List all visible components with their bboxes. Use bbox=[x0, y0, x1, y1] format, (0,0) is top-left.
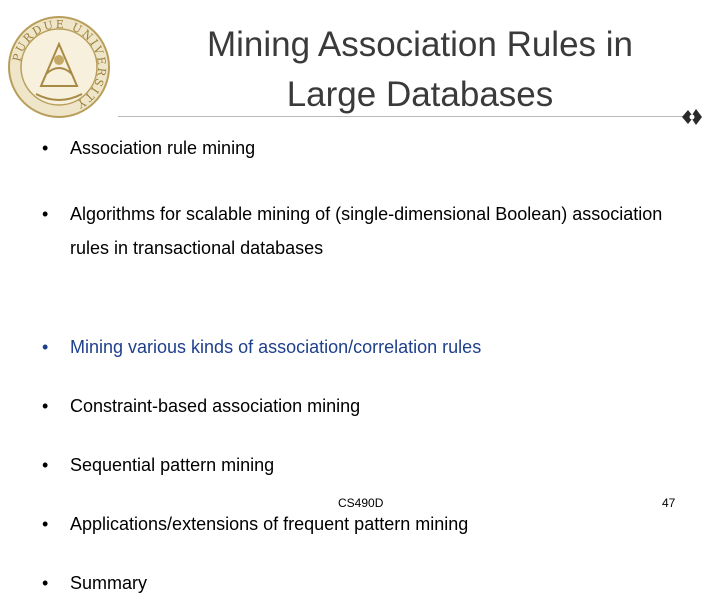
bullet-dot: • bbox=[42, 204, 49, 224]
title-divider bbox=[118, 116, 692, 117]
bullet-text: Applications/extensions of frequent pattern mining bbox=[70, 514, 469, 534]
list-item bbox=[42, 455, 682, 476]
list-item bbox=[42, 514, 682, 535]
bullet-dot: • bbox=[42, 337, 49, 357]
decorative-ornament-icon bbox=[680, 106, 704, 128]
page-number: 47 bbox=[662, 496, 676, 510]
bullet-text: Mining various kinds of association/correlation rules bbox=[70, 337, 482, 357]
svg-text:PURDUE UNIVERSITY: PURDUE UNIVERSITY bbox=[10, 17, 109, 112]
university-seal-logo bbox=[6, 14, 112, 120]
list-item-current bbox=[42, 337, 682, 358]
bullet-text: Algorithms for scalable mining of (single-dimensional Boolean) association rules in transactional databases bbox=[70, 204, 663, 258]
list-item bbox=[42, 573, 682, 594]
bullet-dot: • bbox=[42, 138, 49, 158]
list-item bbox=[42, 197, 682, 265]
bullet-dot: • bbox=[42, 396, 49, 416]
bullet-dot: • bbox=[42, 514, 49, 534]
bullet-dot: • bbox=[42, 573, 49, 593]
title-line-1: Mining Association Rules in bbox=[206, 25, 634, 64]
footer-course-code: CS490D bbox=[338, 496, 384, 510]
bullet-text: Summary bbox=[70, 573, 148, 593]
bullet-dot: • bbox=[42, 455, 49, 475]
slide-title bbox=[130, 20, 710, 120]
bullet-text: Constraint-based association mining bbox=[70, 396, 361, 416]
bullet-text: Sequential pattern mining bbox=[70, 455, 275, 475]
bullet-text: Association rule mining bbox=[70, 138, 256, 158]
title-line-2: Large Databases bbox=[286, 75, 554, 114]
list-item bbox=[42, 396, 682, 417]
list-item bbox=[42, 138, 682, 159]
